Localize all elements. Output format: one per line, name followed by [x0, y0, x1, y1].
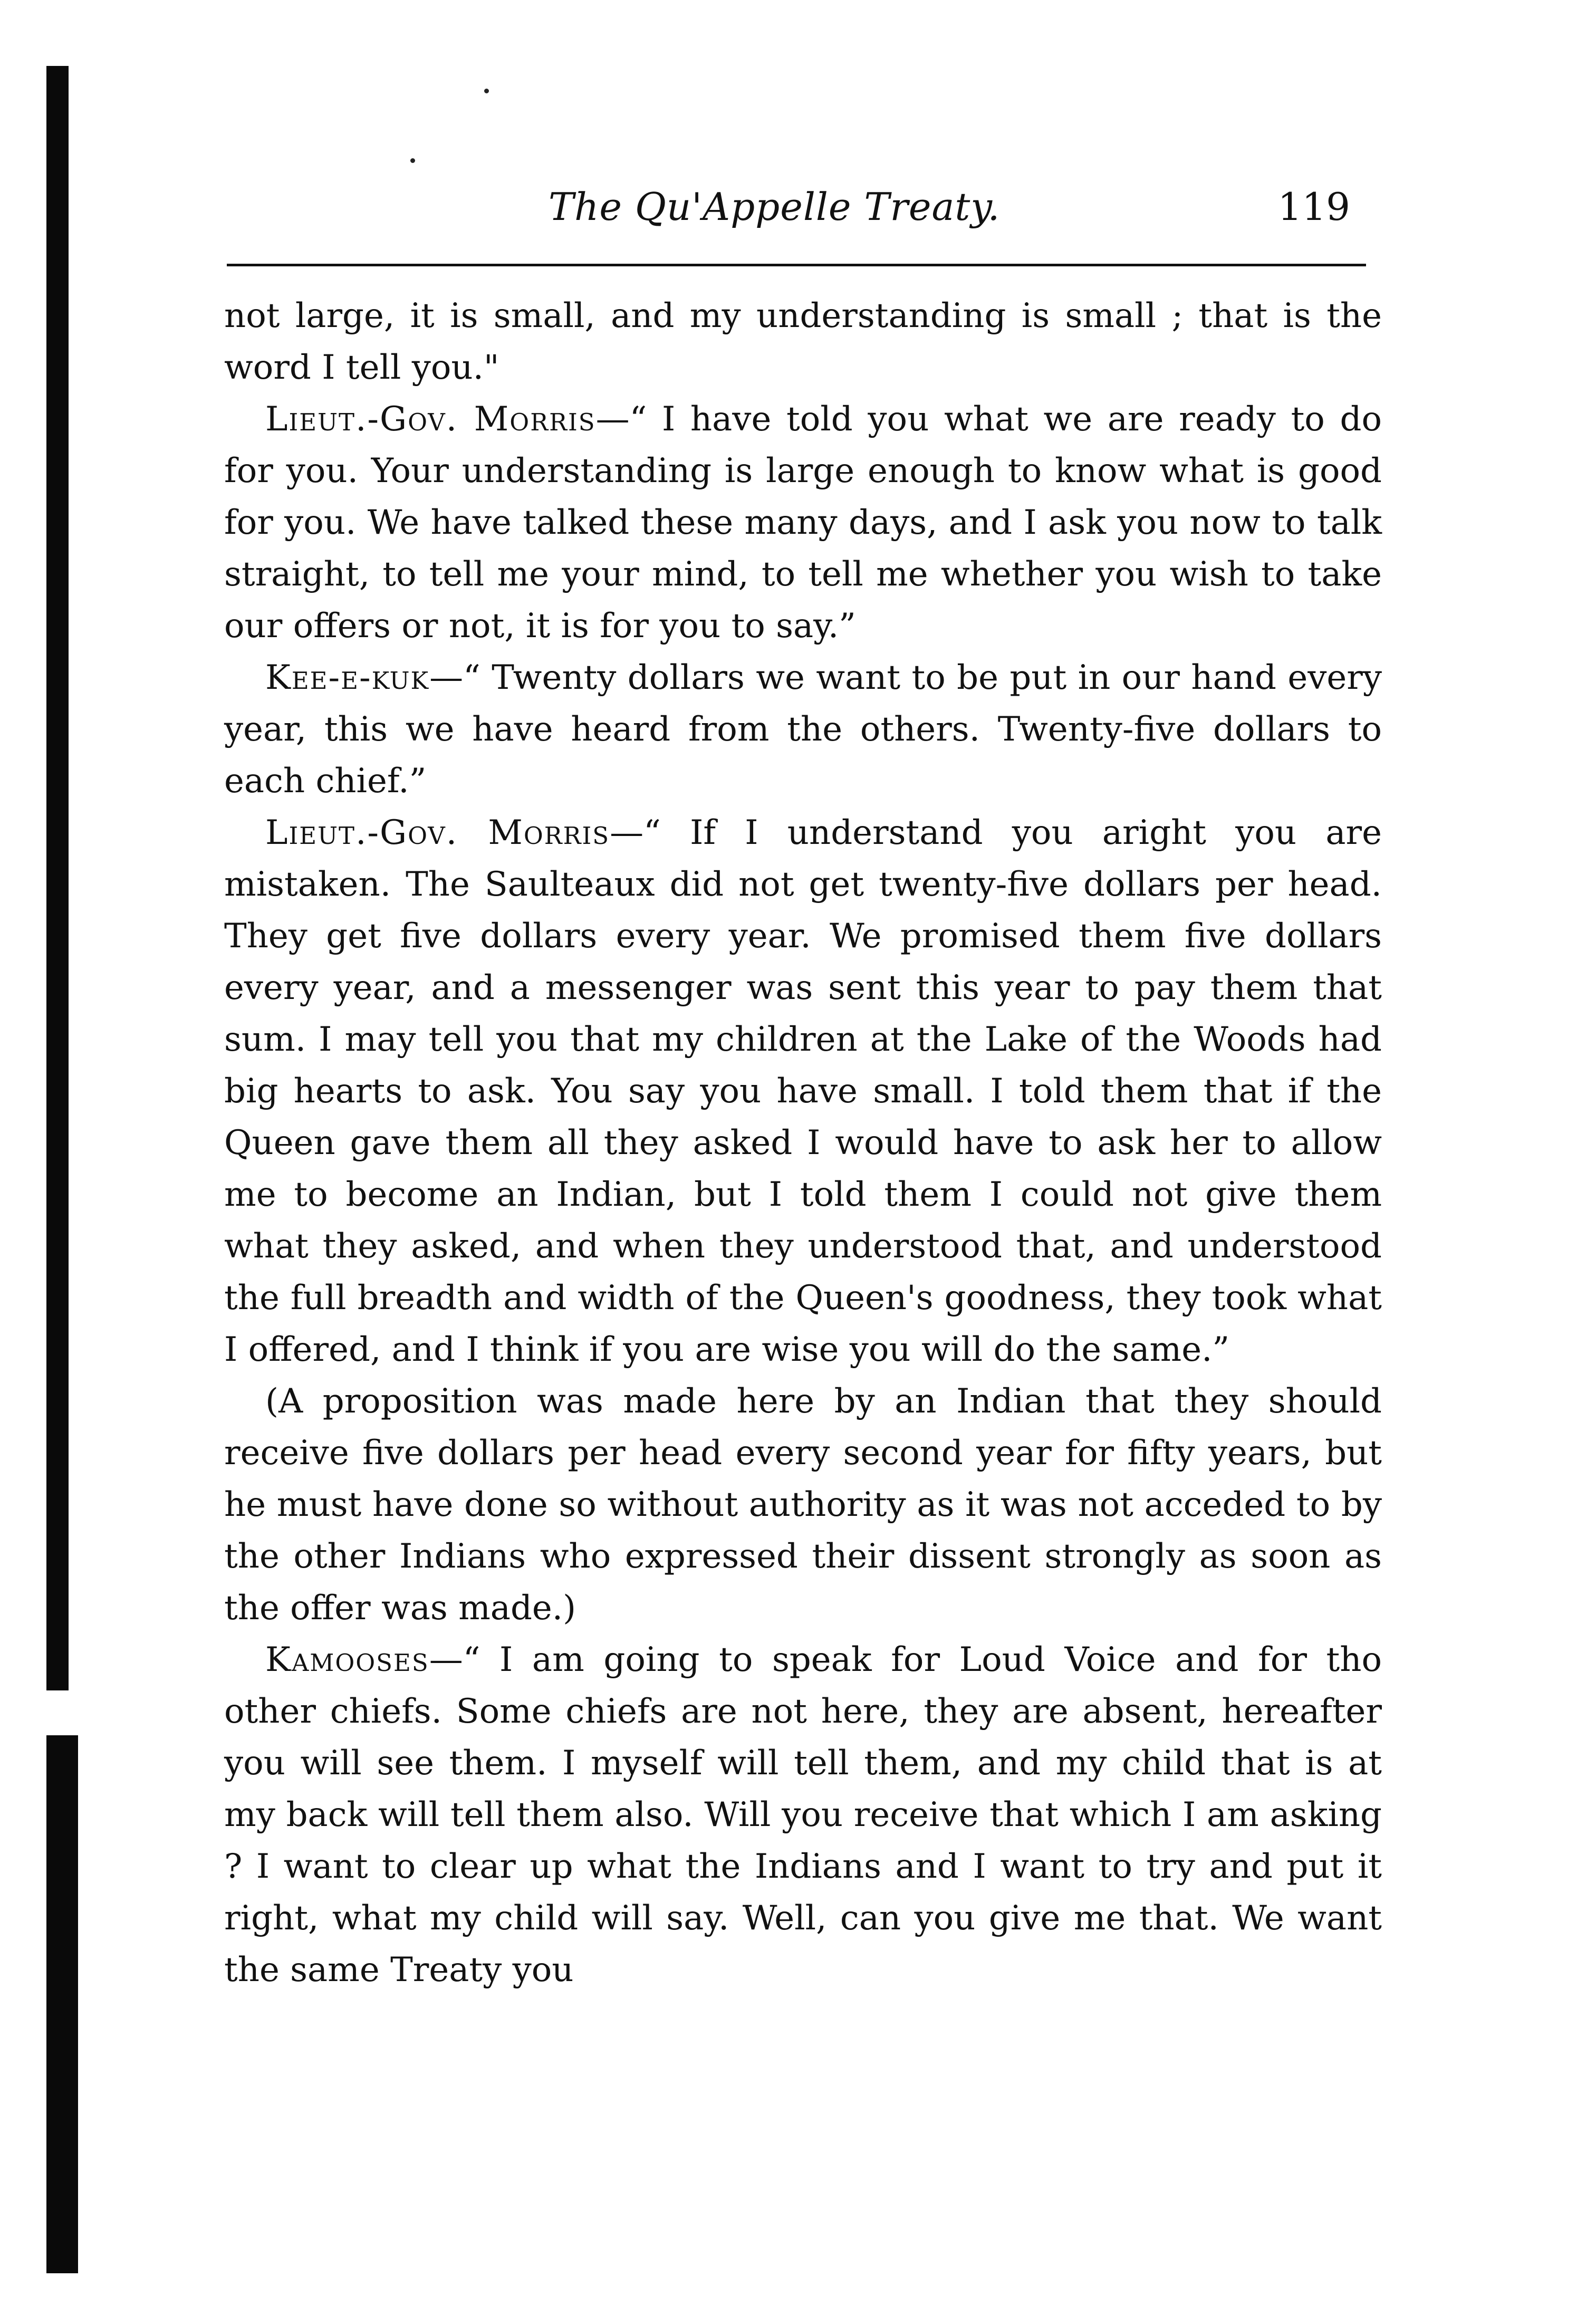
page-number: 119: [1277, 185, 1350, 229]
paragraph: [224, 652, 1382, 807]
paragraph-text: —“ If I understand you aright you are mistaken. The Saulteaux did not get twenty-five dollars per head. They get five dollars every year. We promised them five dollars every year, and a messenger was sent this year to pay them that sum. I may tell you that my children at the Lake of the Woods had big hearts to ask. You say you have small. I told them that if the Queen gave them all they asked I would have to ask her to allow me to become an Indian, but I told them I could not give them what they asked, and when they understood that, and understood the full breadth and width of the Queen's goodness, they took what I offered, and I think if you are wise you will do the same.”: [224, 813, 1382, 1369]
paragraph-text: —“ Twenty dollars we want to be put in our hand every year, this we have heard from the others. Twenty-five dollars to each chief.”: [224, 658, 1382, 801]
text-body: [224, 290, 1382, 1996]
speaker-name: Kamooses: [265, 1640, 429, 1679]
scan-speck: [410, 158, 415, 163]
paragraph-text: (A proposition was made here by an Indian that they should receive five dollars per head every second year for fifty years, but he must have done so without authority as it was not acceded to by the other Indians who expressed their dissent strongly as soon as the offer was made.): [224, 1382, 1382, 1628]
speaker-name: Lieut.-Gov. Morris: [265, 400, 596, 439]
paragraph-text: —“ I have told you what we are ready to do for you. Your understanding is large enough to know what is good for you. We have talked these many days, and I ask you now to talk straight, to tell me your mind, to tell me whether you wish to take our offers or not, it is for you to say.”: [224, 400, 1382, 646]
paragraph: [224, 290, 1382, 393]
page-header: [227, 179, 1355, 248]
paragraph: [224, 393, 1382, 652]
paragraph: [224, 807, 1382, 1376]
paragraph-text: not large, it is small, and my understanding is small ; that is the word I tell you.": [224, 296, 1382, 387]
running-title: The Qu'Appelle Treaty.: [549, 185, 1001, 229]
paragraph-text: —“ I am going to speak for Loud Voice and for tho other chiefs. Some chiefs are not here, they are absent, hereafter you will see them. I myself will tell them, and my child that is at my back will tell them also. Will you receive that which I am asking ? I want to clear up what the Indians and I want to try and put it right, what my child will say. Well, can you give me that. We want the same Treaty you: [224, 1640, 1382, 1990]
scan-edge-shadow: [46, 1735, 78, 2273]
speaker-name: Lieut.-Gov. Morris: [265, 813, 610, 852]
speaker-name: Kee-e-kuk: [265, 658, 430, 697]
paragraph: [224, 1634, 1382, 1996]
paragraph: [224, 1376, 1382, 1634]
header-rule: [227, 264, 1366, 266]
scan-speck: [484, 89, 489, 93]
scan-edge-shadow: [46, 66, 69, 1690]
